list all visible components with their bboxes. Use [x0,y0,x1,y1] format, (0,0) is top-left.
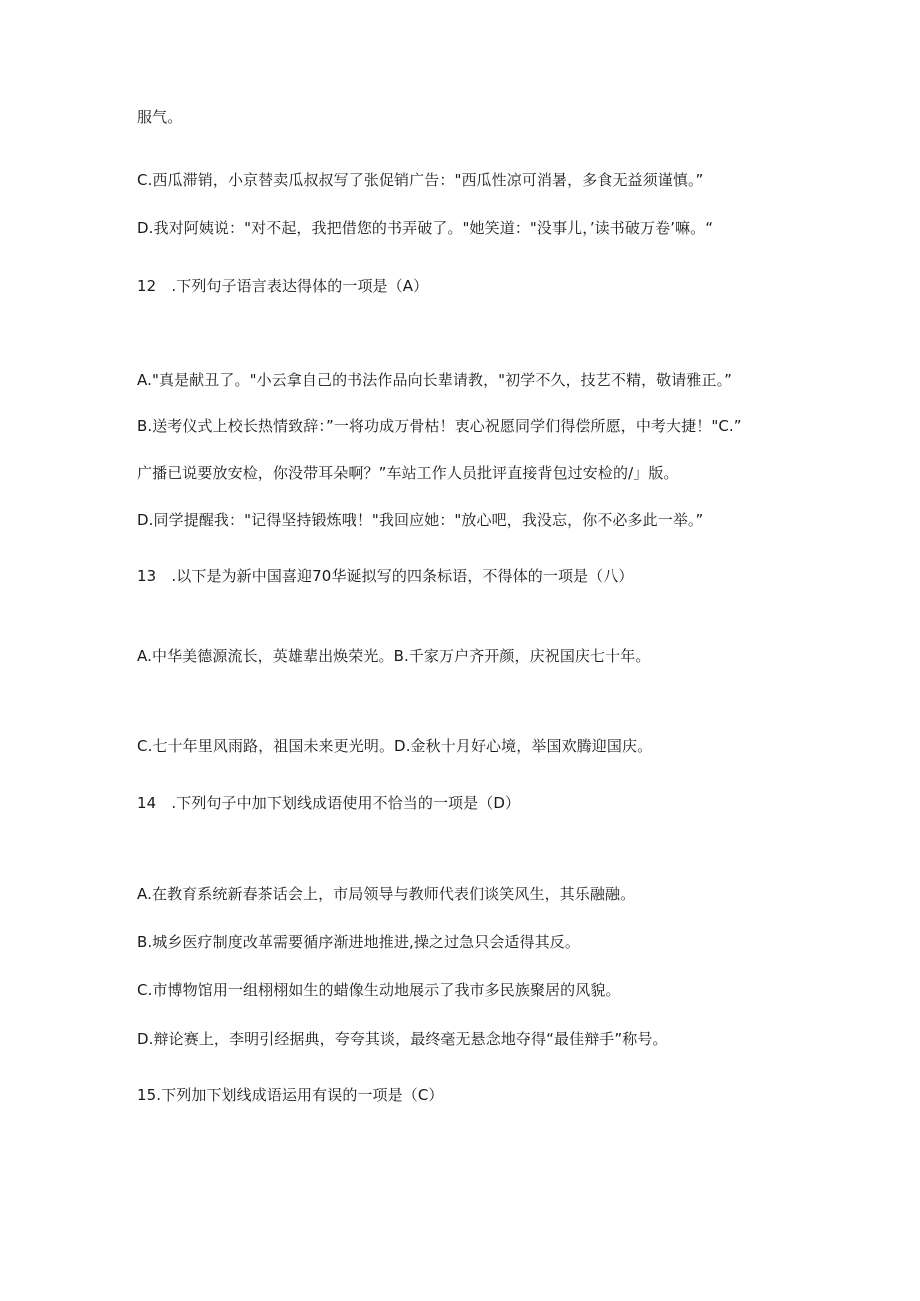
q14-option-c: C.市博物馆用一组栩栩如生的蜡像生动地展示了我市多民族聚居的风貌。 [137,981,621,999]
q12-option-b: B.送考仪式上校长热情致辞：”一将功成万骨枯！衷心祝愿同学们得偿所愿，中考大捷！"C.” [137,417,742,435]
q11-option-d: D.我对阿姨说："对不起，我把借您的书弄破了。"她笑道："没事儿，’读书破万卷’嘛。“ [137,219,714,237]
q14-option-b: B.城乡医疗制度改革需要循序渐进地推进,操之过急只会适得其反。 [137,933,580,951]
q13-options-ab: A.中华美德源流长，英雄辈出焕荣光。B.千家万户齐开颜，庆祝国庆七十年。 [137,647,651,665]
q11-option-c: C.西瓜滞销，小京替卖瓜叔叔写了张促销广告："西瓜性凉可消暑，多食无益须谨慎。” [137,171,704,189]
question-12-stem: 12 .下列句子语言表达得体的一项是（A） [137,277,429,295]
text-line-continuation: 服气。 [137,108,183,126]
question-14-stem: 14 .下列句子中加下划线成语使用不恰当的一项是（D） [137,794,521,812]
q14-option-a: A.在教育系统新春茶话会上，市局领导与教师代表们谈笑风生，其乐融融。 [137,885,636,903]
question-13-stem: 13 .以下是为新中国喜迎70华诞拟写的四条标语，不得体的一项是（八） [137,567,634,585]
q13-options-cd: C.七十年里风雨路，祖国未来更光明。D.金秋十月好心境，举国欢腾迎国庆。 [137,737,653,755]
q14-option-d: D.辩论赛上，李明引经据典，夸夸其谈，最终毫无悬念地夺得“最佳辩手”称号。 [137,1030,668,1048]
q12-option-c-continued: 广播已说要放安检，你没带耳朵啊？”车站工作人员批评直接背包过安检的/」版。 [137,464,679,482]
q12-option-d: D.同学提醒我："记得坚持锻炼哦！"我回应她："放心吧，我没忘，你不必多此一举。” [137,511,704,529]
question-15-stem: 15.下列加下划线成语运用有误的一项是（C） [137,1086,444,1104]
q12-option-a: A."真是献丑了。"小云拿自己的书法作品向长辈请教，"初学不久，技艺不精，敬请雅正。” [137,371,733,389]
